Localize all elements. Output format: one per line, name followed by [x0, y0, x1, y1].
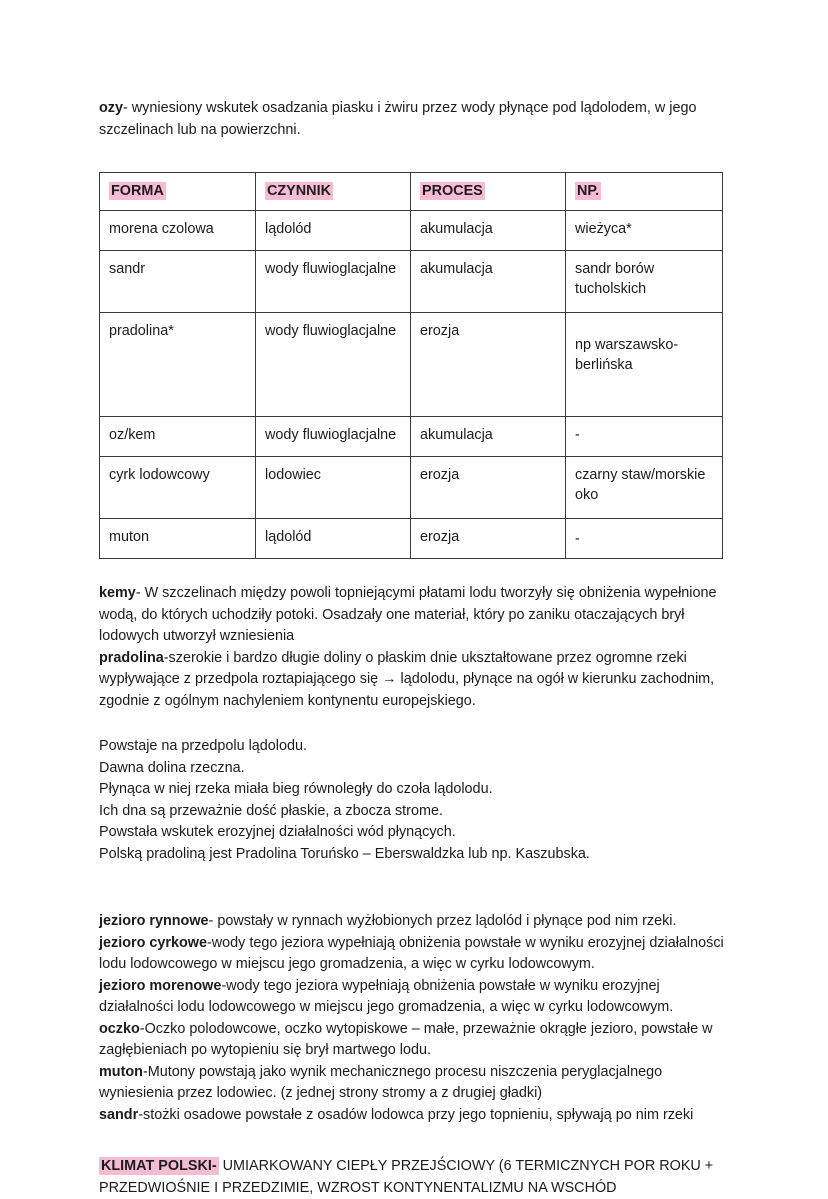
header-label-proces: PROCES	[422, 183, 483, 199]
definition-oczko	[99, 1019, 727, 1062]
cell-np: -	[566, 417, 723, 457]
klimat-heading: KLIMAT POLSKI-	[101, 1158, 217, 1174]
table-row	[100, 417, 723, 457]
cell-proces: akumulacja	[411, 251, 566, 313]
definition-text: - powstały w rynnach wyżłobionych przez lądolód i płynące pod nim rzeki.	[208, 913, 677, 929]
table-row	[100, 211, 723, 251]
table-header-proces	[411, 173, 566, 211]
klimat-text: UMIARKOWANY CIEPŁY PRZEJŚCIOWY (6 TERMICZNYCH POR ROKU + PRZEDWIOŚNIE I PRZEDZIMIE, WZROST KONTYNENTALIZMU NA WSCHÓD	[99, 1158, 714, 1196]
cell-forma: pradolina*	[100, 313, 256, 417]
list-item: Polską pradoliną jest Pradolina Toruńsko – Eberswaldzka lub np. Kaszubska.	[99, 845, 590, 862]
definition-term: oczko	[99, 1020, 140, 1037]
glacial-forms-table	[99, 172, 723, 559]
page-content	[99, 98, 727, 1199]
klimat-polski-section	[99, 1156, 727, 1199]
cell-np: sandr borów tucholskich	[566, 251, 723, 313]
pradolina-facts-list	[99, 736, 727, 865]
definitions-block-one	[99, 583, 727, 712]
cell-forma: cyrk lodowcowy	[100, 457, 256, 519]
table-header-czynnik	[256, 173, 411, 211]
definition-sandr	[99, 1105, 727, 1127]
cell-proces: akumulacja	[411, 211, 566, 251]
cell-np: -	[566, 519, 723, 559]
cell-forma: sandr	[100, 251, 256, 313]
cell-np: np warszawsko-berlińska	[566, 313, 723, 417]
definition-jezioro-rynnowe	[99, 911, 727, 933]
definition-text: - W szczelinach między powoli topniejącymi płatami lodu tworzyły się obniżenia wypełnione wodą, do których uchodziły potoki. Osadzały one materiał, który po zaniku otaczających brył lodowych utworzył wzniesienia	[99, 585, 717, 644]
definition-text: -stożki osadowe powstałe z osadów lodowca przy jego topnieniu, spływają po nim rzeki	[138, 1106, 694, 1123]
definition-term: jezioro morenowe	[99, 977, 222, 994]
header-label-czynnik: CZYNNIK	[267, 183, 331, 199]
cell-forma: muton	[100, 519, 256, 559]
definition-term: jezioro cyrkowe	[99, 934, 207, 951]
table-row	[100, 251, 723, 313]
header-label-forma: FORMA	[111, 183, 164, 199]
list-item: Płynąca w niej rzeka miała bieg równoległy do czoła lądolodu.	[99, 781, 493, 797]
cell-czynnik: lądolód	[256, 519, 411, 559]
definition-text: -wody tego jeziora wypełniają obniżenia powstałe w wyniku erozyjnej działalności lodu lodowcowego w miejscu jego gromadzenia, a więc w cyrku lodowcowym.	[99, 977, 674, 1015]
cell-proces: erozja	[411, 313, 566, 417]
definition-pradolina	[99, 648, 727, 713]
cell-proces: erozja	[411, 457, 566, 519]
definition-kemy	[99, 583, 727, 648]
definition-jezioro-cyrkowe	[99, 933, 727, 976]
definition-text: -Oczko polodowcowe, oczko wytopiskowe – małe, przeważnie okrągłe jezioro, powstałe w zagłębieniach po wytopieniu się brył martwego lodu.	[99, 1020, 713, 1058]
cell-czynnik: lądolód	[256, 211, 411, 251]
definition-text: -wody tego jeziora wypełniają obniżenia powstałe w wyniku erozyjnej działalności lodu lodowcowego w miejscu jego gromadzenia, a więc w cyrku lodowcowym.	[99, 934, 724, 972]
cell-forma: morena czolowa	[100, 211, 256, 251]
intro-text: - wyniesiony wskutek osadzania piasku i żwiru przez wody płynące pod lądolodem, w jego szczelinach lub na powierzchni.	[99, 100, 697, 138]
intro-term: ozy	[99, 100, 123, 116]
cell-czynnik: wody fluwioglacjalne	[256, 313, 411, 417]
list-item: Ich dna są przeważnie dość płaskie, a zbocza strome.	[99, 802, 443, 819]
intro-paragraph	[99, 98, 727, 141]
klimat-paragraph	[99, 1156, 727, 1199]
definition-text: -szerokie i bardzo długie doliny o płaskim dnie ukształtowane przez ogromne rzeki wypływające z przedpola roztapiającego się → lądolodu, płynące na ogół w kierunku zachodnim, zgodnie z ogólnym nachyleniem kontynentu europejskiego.	[99, 649, 715, 709]
cell-np: wieżyca*	[566, 211, 723, 251]
cell-czynnik: lodowiec	[256, 457, 411, 519]
cell-forma: oz/kem	[100, 417, 256, 457]
table-row	[100, 313, 723, 417]
cell-czynnik: wody fluwioglacjalne	[256, 251, 411, 313]
definitions-block-two	[99, 911, 727, 1126]
section-spacer	[99, 865, 727, 887]
list-item: Powstaje na przedpolu lądolodu.	[99, 738, 308, 754]
list-item: Powstała wskutek erozyjnej działalności wód płynących.	[99, 824, 456, 840]
definition-text: -Mutony powstają jako wynik mechanicznego procesu niszczenia peryglacjalnego wyniesienia przez lodowiec. (z jednej strony stromy a z drugiej gładki)	[99, 1063, 663, 1101]
table-header-forma	[100, 173, 256, 211]
table-row	[100, 519, 723, 559]
table-header-np	[566, 173, 723, 211]
header-label-np: NP.	[577, 183, 600, 199]
cell-proces: akumulacja	[411, 417, 566, 457]
cell-czynnik: wody fluwioglacjalne	[256, 417, 411, 457]
table-header-row	[100, 173, 723, 211]
cell-np: czarny staw/morskie oko	[566, 457, 723, 519]
definition-jezioro-morenowe	[99, 976, 727, 1019]
definition-term: jezioro rynnowe	[99, 913, 209, 929]
list-item: Dawna dolina rzeczna.	[99, 759, 245, 776]
cell-proces: erozja	[411, 519, 566, 559]
definition-term: sandr	[99, 1106, 139, 1123]
definition-term: pradolina	[99, 649, 164, 666]
definition-term: kemy	[99, 585, 136, 601]
table-row	[100, 457, 723, 519]
definition-term: muton	[99, 1063, 143, 1080]
definition-muton	[99, 1062, 727, 1105]
